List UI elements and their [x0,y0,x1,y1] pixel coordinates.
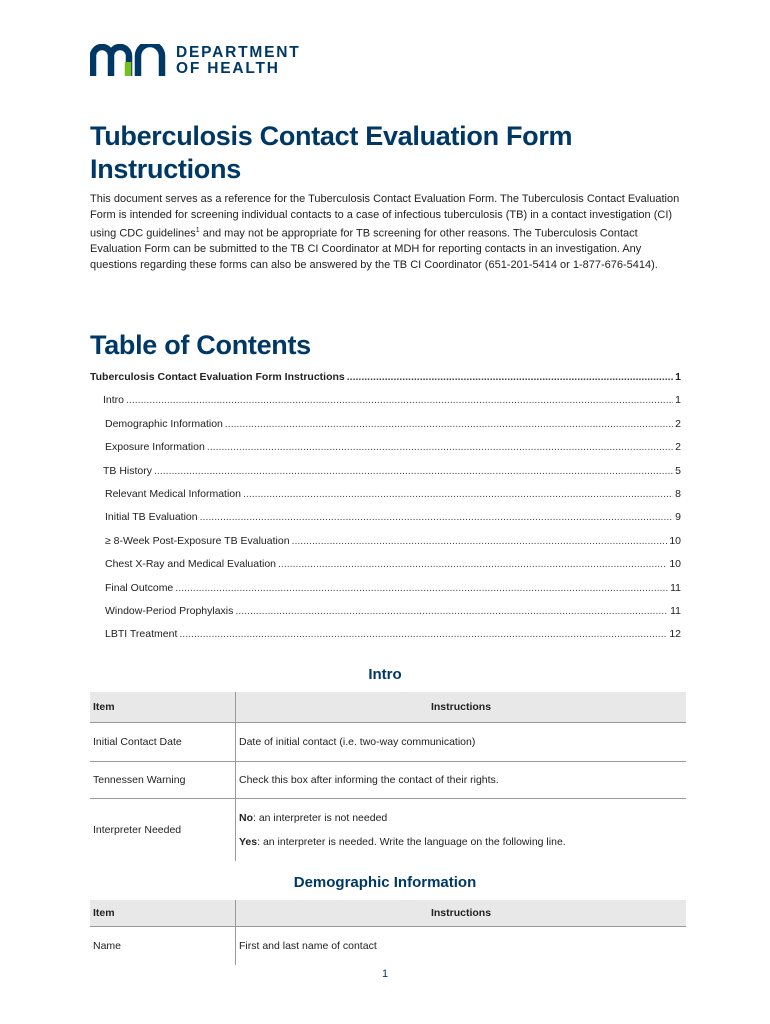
toc-dot-leader [347,371,673,383]
mdh-logo [90,44,301,78]
table-header-row [90,900,686,927]
toc-entry[interactable] [90,511,681,534]
logo-text [176,45,301,77]
toc-entry-label: Demographic Information [105,417,223,430]
toc-entry[interactable] [90,582,681,605]
row-instructions: First and last name of contact [236,927,687,965]
intro-section-heading: Intro [368,666,402,683]
column-header-item: Item [90,900,236,927]
toc-entry-page: 1 [675,371,681,383]
toc-entry-label: Initial TB Evaluation [105,511,198,524]
intro-text-end: and may not be appropriate for TB screening for other reasons. The Tuberculosis Contact Evaluation Form can be submitted to the TB CI Coordinator at MDH for reporting contacts in an investigation. Any questions regarding these forms can also be answered by the TB CI Coordinator (651-201-5414 or 1-877-676-5414). [90,227,658,272]
row-instructions [236,799,687,861]
table-row [90,927,686,965]
no-text: : an interpreter is not needed [253,811,388,824]
column-header-instructions: Instructions [236,692,687,723]
toc-entry-page: 2 [675,441,681,454]
toc-entry[interactable] [90,628,681,651]
toc-entry-label: Final Outcome [105,581,174,594]
intro-text-start: This document serves as a reference for the Tuberculosis Contact Evaluation Form. The Tuberculosis Contact Evaluation Form is intended for screening individual contacts to a case of infectious tuberculosis (TB) in a contact investigation (CI) using CDC guidelines [90,193,680,240]
row-instructions: Check this box after informing the contact of their rights. [236,762,687,799]
toc-entry[interactable] [90,558,681,581]
toc-entry[interactable] [90,605,681,628]
toc-entry-page: 2 [675,417,681,430]
row-item: Interpreter Needed [90,799,236,861]
toc-dot-leader [175,582,668,594]
toc-entry-label: Tuberculosis Contact Evaluation Form Instructions [90,371,345,383]
toc-dot-leader [235,605,668,617]
toc-dot-leader [154,465,673,477]
toc-entry[interactable] [90,394,681,417]
interpreter-yes-line [239,830,683,854]
toc-entry-page: 12 [669,628,681,641]
table-header-row [90,692,686,723]
interpreter-no-line [239,806,683,830]
toc-entry-label: Window-Period Prophylaxis [105,604,234,617]
toc-entry-label: TB History [103,464,153,477]
toc-entry-label: LBTI Treatment [105,628,178,641]
toc-entry[interactable] [90,465,681,488]
yes-label: Yes [239,835,258,848]
row-instructions: Date of initial contact (i.e. two-way communication) [236,723,687,762]
intro-table [90,692,686,861]
toc-entry[interactable] [90,535,681,558]
table-of-contents [90,371,681,652]
toc-dot-leader [225,418,673,430]
toc-entry[interactable] [90,441,681,464]
document-title: Tuberculosis Contact Evaluation Form Instructions [90,121,573,184]
row-item: Tennessen Warning [90,762,236,799]
toc-entry-label: Intro [103,394,125,407]
toc-entry-page: 10 [669,534,681,547]
toc-entry[interactable] [90,418,681,441]
toc-entry-label: ≥ 8-Week Post-Exposure TB Evaluation [105,534,290,547]
toc-title: Table of Contents [90,330,311,360]
toc-entry-page: 11 [670,604,681,617]
mn-logo-icon [90,44,168,78]
toc-entry-page: 5 [675,464,681,477]
table-row [90,723,686,762]
column-header-item: Item [90,692,236,723]
toc-entry[interactable] [90,488,681,511]
column-header-instructions: Instructions [236,900,687,927]
toc-dot-leader [292,535,668,547]
logo-line-1: DEPARTMENT [176,44,301,61]
toc-entry-label: Relevant Medical Information [105,487,241,500]
demographic-section-heading: Demographic Information [293,874,477,891]
toc-dot-leader [200,511,674,523]
table-row [90,762,686,799]
footnote-link[interactable]: 1 [195,227,200,235]
demographic-table [90,900,686,965]
toc-entry-label: Exposure Information [105,441,205,454]
toc-entry-page: 10 [669,558,681,571]
toc-entry-page: 1 [675,394,681,407]
toc-dot-leader [179,628,667,640]
toc-entry-page: 8 [675,487,681,500]
yes-text: : an interpreter is needed. Write the language on the following line. [257,835,566,848]
toc-dot-leader [243,488,673,500]
toc-entry[interactable] [90,371,681,394]
intro-paragraph [90,192,680,274]
toc-dot-leader [207,441,673,453]
toc-dot-leader [278,558,667,570]
logo-line-2: OF HEALTH [176,60,280,77]
toc-entry-page: 11 [670,581,681,594]
toc-dot-leader [126,394,673,406]
page-number: 1 [381,968,389,980]
toc-entry-page: 9 [675,511,681,524]
table-row [90,799,686,861]
row-item: Initial Contact Date [90,723,236,762]
no-label: No [239,811,253,824]
row-item: Name [90,927,236,965]
toc-entry-label: Chest X-Ray and Medical Evaluation [105,558,277,571]
